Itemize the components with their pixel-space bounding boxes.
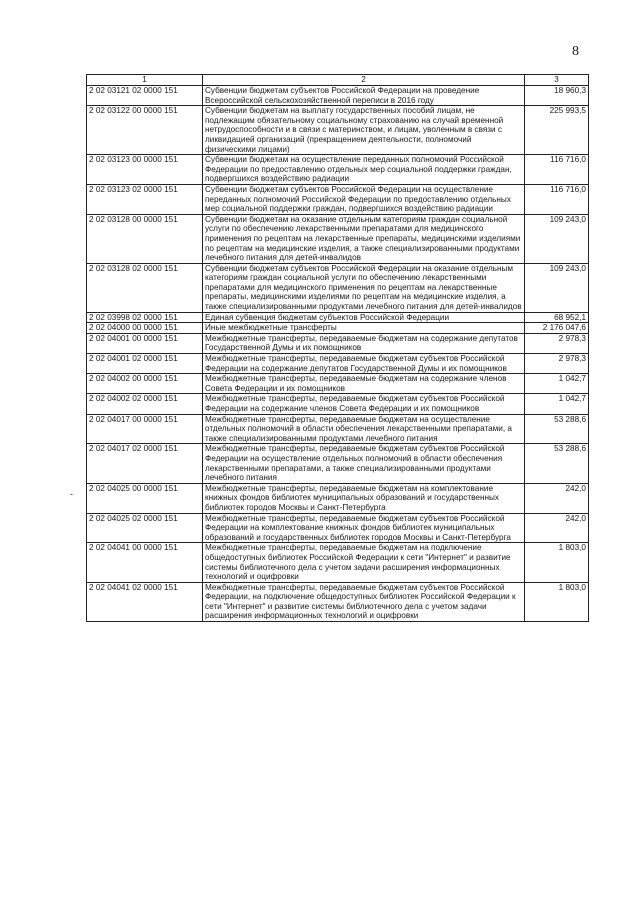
cell-amount: 1 803,0 (525, 543, 589, 582)
cell-code: 2 02 04017 00 0000 151 (87, 414, 203, 444)
cell-name: Межбюджетные трансферты, передаваемые бюджетам на комплектование книжных фондов библиотек муниципальных образований и государственных библиотек городов Москвы и Санкт-Петербурга (203, 483, 525, 513)
table-row (87, 333, 589, 353)
cell-code: 2 02 04041 00 0000 151 (87, 543, 203, 582)
cell-code: 2 02 03121 02 0000 151 (87, 86, 203, 106)
page-number: 8 (572, 44, 579, 59)
cell-amount: 225 993,5 (525, 106, 589, 155)
cell-code: 2 02 04025 00 0000 151 (87, 483, 203, 513)
table-row (87, 214, 589, 263)
cell-code: 2 02 03128 00 0000 151 (87, 214, 203, 263)
cell-name: Субвенции бюджетам субъектов Российской Федерации на осуществление переданных полномочий Российской Федерации по предоставлению отдельных мер социальной поддержки граждан, подвергшихся воздействию радиации (203, 184, 525, 214)
cell-amount: 1 803,0 (525, 582, 589, 621)
cell-name: Межбюджетные трансферты, передаваемые бюджетам на содержание членов Совета Федерации и их помощников (203, 374, 525, 394)
table-row (87, 513, 589, 543)
budget-table (86, 74, 589, 622)
table-row (87, 374, 589, 394)
column-header-code: 1 (87, 75, 203, 86)
cell-amount: 2 978,3 (525, 354, 589, 374)
cell-name: Межбюджетные трансферты, передаваемые бюджетам на осуществление отдельных полномочий в области обеспечения лекарственными препаратами, а также специализированными продуктами лечебного питания (203, 414, 525, 444)
cell-code: 2 02 03123 02 0000 151 (87, 184, 203, 214)
cell-name: Субвенции бюджетам на осуществление переданных полномочий Российской Федерации по предоставлению отдельных мер социальной поддержки граждан, подвергшихся воздействию радиации (203, 155, 525, 185)
table-row (87, 394, 589, 414)
cell-name: Межбюджетные трансферты, передаваемые бюджетам субъектов Российской Федерации, на подключение общедоступных библиотек Российской Федерации к сети "Интернет" и развитие системы библиотечного дела с учетом задачи расширения информационных технологий и оцифровки (203, 582, 525, 621)
cell-amount: 109 243,0 (525, 263, 589, 312)
cell-code: 2 02 04041 02 0000 151 (87, 582, 203, 621)
cell-amount: 1 042,7 (525, 394, 589, 414)
cell-code: 2 02 04025 02 0000 151 (87, 513, 203, 543)
table-row (87, 323, 589, 334)
cell-code: 2 02 04001 00 0000 151 (87, 333, 203, 353)
table-row (87, 263, 589, 312)
table-row (87, 483, 589, 513)
cell-name: Единая субвенция бюджетам субъектов Российской Федерации (203, 312, 525, 323)
cell-amount: 2 978,3 (525, 333, 589, 353)
table-row (87, 354, 589, 374)
cell-name: Субвенции бюджетам на выплату государственных пособий лицам, не подлежащим обязательному социальному страхованию на случай временной нетрудоспособности и в связи с материнством, и лицам, уволенным в связи с ликвидацией организаций (прекращением деятельности, полномочий физическими лицами) (203, 106, 525, 155)
cell-name: Межбюджетные трансферты, передаваемые бюджетам субъектов Российской Федерации на содержание депутатов Государственной Думы и их помощников (203, 354, 525, 374)
cell-amount: 116 716,0 (525, 184, 589, 214)
cell-code: 2 02 03123 00 0000 151 (87, 155, 203, 185)
table-row (87, 444, 589, 483)
cell-amount: 53 288,6 (525, 414, 589, 444)
table-row (87, 86, 589, 106)
table-row (87, 582, 589, 621)
table-row (87, 106, 589, 155)
cell-amount: 109 243,0 (525, 214, 589, 263)
cell-name: Межбюджетные трансферты, передаваемые бюджетам субъектов Российской Федерации на комплектование книжных фондов библиотек муниципальных образований и государственных библиотек городов Москвы и Санкт-Петербурга (203, 513, 525, 543)
cell-amount: 116 716,0 (525, 155, 589, 185)
cell-amount: 68 952,1 (525, 312, 589, 323)
cell-code: 2 02 04000 00 0000 151 (87, 323, 203, 334)
cell-name: Субвенции бюджетам субъектов Российской Федерации на проведение Всероссийской сельскохозяйственной переписи в 2016 году (203, 86, 525, 106)
cell-amount: 53 288,6 (525, 444, 589, 483)
cell-code: 2 02 04017 02 0000 151 (87, 444, 203, 483)
column-header-name: 2 (203, 75, 525, 86)
margin-mark: - (70, 489, 73, 499)
cell-code: 2 02 04002 00 0000 151 (87, 374, 203, 394)
cell-code: 2 02 04001 02 0000 151 (87, 354, 203, 374)
table-row (87, 414, 589, 444)
cell-amount: 242,0 (525, 483, 589, 513)
table-row (87, 312, 589, 323)
cell-name: Субвенции бюджетам субъектов Российской Федерации на оказание отдельным категориям граждан социальной услуги по обеспечению лекарственными препаратами для медицинского применения по рецептам на лекарственные препараты, медицинскими изделиями по рецептам на медицинские изделия, а также специализированными продуктами лечебного питания для детей-инвалидов (203, 263, 525, 312)
cell-amount: 2 176 047,6 (525, 323, 589, 334)
cell-code: 2 02 03122 00 0000 151 (87, 106, 203, 155)
table-row (87, 155, 589, 185)
cell-name: Межбюджетные трансферты, передаваемые бюджетам субъектов Российской Федерации на содержание членов Совета Федерации и их помощников (203, 394, 525, 414)
cell-code: 2 02 03128 02 0000 151 (87, 263, 203, 312)
cell-code: 2 02 04002 02 0000 151 (87, 394, 203, 414)
cell-amount: 242,0 (525, 513, 589, 543)
cell-amount: 1 042,7 (525, 374, 589, 394)
table-row (87, 543, 589, 582)
cell-name: Межбюджетные трансферты, передаваемые бюджетам субъектов Российской Федерации на осуществление отдельных полномочий в области обеспечения лекарственными препаратами, а также специализированными продуктами лечебного питания (203, 444, 525, 483)
cell-name: Иные межбюджетные трансферты (203, 323, 525, 334)
cell-name: Межбюджетные трансферты, передаваемые бюджетам на содержание депутатов Государственной Думы и их помощников (203, 333, 525, 353)
table-header-row (87, 75, 589, 86)
cell-name: Субвенции бюджетам на оказание отдельным категориям граждан социальной услуги по обеспечению лекарственными препаратами для медицинского применения по рецептам на лекарственные препараты, медицинскими изделиями по рецептам на медицинские изделия, а также специализированными продуктами лечебного питания для детей-инвалидов (203, 214, 525, 263)
column-header-amount: 3 (525, 75, 589, 86)
cell-name: Межбюджетные трансферты, передаваемые бюджетам на подключение общедоступных библиотек Российской Федерации к сети "Интернет" и развитие системы библиотечного дела с учетом задачи расширения информационных технологий и оцифровки (203, 543, 525, 582)
table-row (87, 184, 589, 214)
cell-amount: 18 960,3 (525, 86, 589, 106)
cell-code: 2 02 03998 02 0000 151 (87, 312, 203, 323)
